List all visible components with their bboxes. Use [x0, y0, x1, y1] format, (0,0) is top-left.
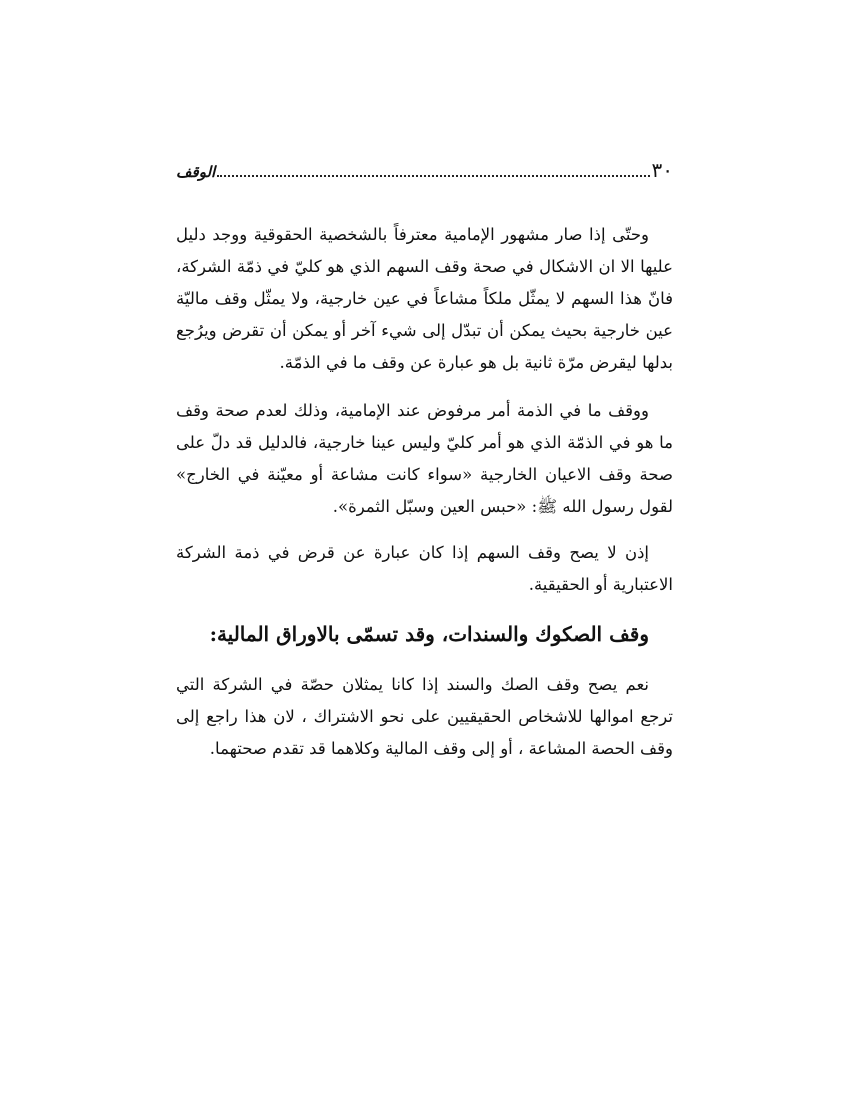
- page-body: [176, 219, 673, 765]
- page-header: [176, 152, 673, 182]
- paragraph-4: نعم يصح وقف الصك والسند إذا كانا يمثلان حصّة في الشركة التي ترجع اموالها للاشخاص الحقيقيين على نحو الاشتراك ، لان هذا راجع إلى وقف الحصة المشاعة ، أو إلى وقف المالية وكلاهما قد تقدم صحتهما.: [176, 675, 673, 758]
- paragraph-3: إذن لا يصح وقف السهم إذا كان عبارة عن قرض في ذمة الشركة الاعتبارية أو الحقيقية.: [176, 543, 673, 594]
- running-title: الوقف: [176, 163, 216, 181]
- paragraph-1: وحتّى إذا صار مشهور الإمامية معترفاً بالشخصية الحقوقية ووجد دليل عليها الا ان الاشكال في صحة وقف السهم الذي هو كليّ في ذمّة الشركة، فانّ هذا السهم لا يمثّل ملكاً مشاعاً في عين خارجية، ولا يمثّل وقف ماليّة عين خارجية بحيث يمكن أن تبدّل إلى شيء آخر أو يمكن أن تقرض ويرُجع بدلها ليقرض مرّة ثانية بل هو عبارة عن وقف ما في الذمّة.: [176, 225, 673, 372]
- paragraph-2: ووقف ما في الذمة أمر مرفوض عند الإمامية، وذلك لعدم صحة وقف ما هو في الذمّة الذي هو أمر كليّ وليس عينا خارجية، فالدليل قد دلّ على صحة وقف الاعيان الخارجية «سواء كانت مشاعة أو معيّنة في الخارج» لقول رسول الله ﷺ: «حبس العين وسبّل الثمرة».: [176, 401, 673, 516]
- page-number: ٣٠: [651, 158, 673, 182]
- section-heading: وقف الصكوك والسندات، وقد تسمّى بالاوراق المالية:: [209, 622, 649, 646]
- dotted-leader: [217, 175, 649, 177]
